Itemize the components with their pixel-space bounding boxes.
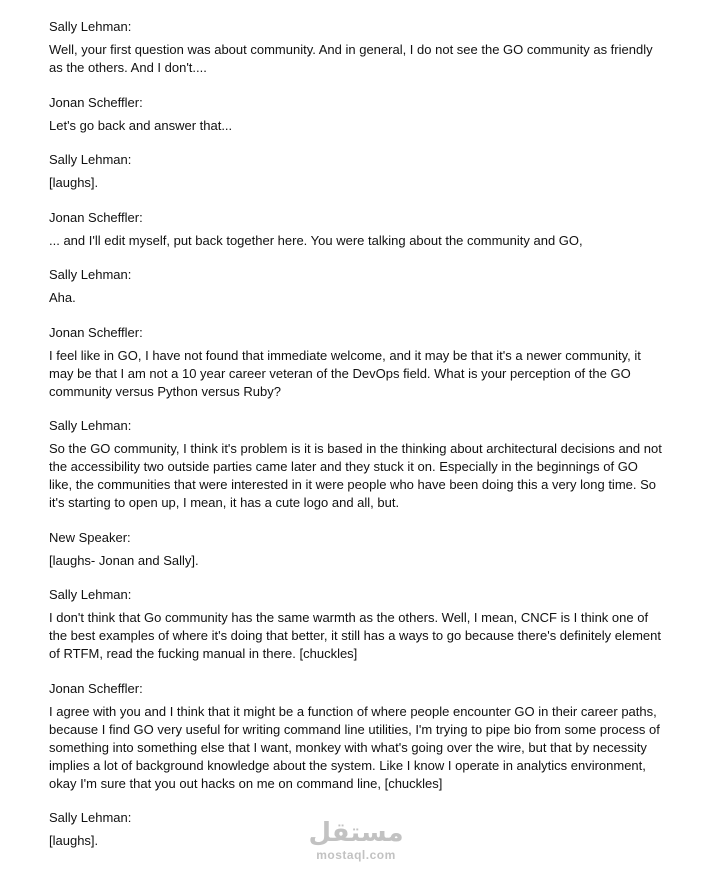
speaker-name: Sally Lehman: [49,19,132,34]
speech-text: Well, your first question was about community. And in general, I do not see the GO community as friendly as the others. And I don't.... [49,42,653,75]
speaker-name: Jonan Scheffler: [49,209,143,225]
speaker-name: New Speaker: [49,529,131,545]
speech-text: Aha. [49,290,76,305]
transcript-entry [49,417,664,512]
speaker-name: Sally Lehman: [49,152,132,167]
speech-text: I don't think that Go community has the same warmth as the others. Well, I mean, CNCF is I think one of the best examples of where it's doing that better, it still has a ways to go because there's definitely element of RTFM, read the fucking manual in there. [chuckles] [49,610,661,661]
transcript-entry [49,94,664,135]
speech-text: I feel like in GO, I have not found that immediate welcome, and it may be that it's a newer community, it may be that I am not a 10 year career veteran of the DevOps field. What is your perception of the GO community versus Python versus Ruby? [49,347,641,399]
speaker-name: Sally Lehman: [49,810,132,825]
speaker-name: Sally Lehman: [49,587,132,602]
transcript-entry [49,529,664,570]
speech-text: ... and I'll edit myself, put back together here. You were talking about the community and GO, [49,232,583,248]
transcript-entry [49,586,664,663]
speaker-name: Jonan Scheffler: [49,680,143,696]
mostaql-watermark [300,818,412,864]
watermark-logo: مستقل [308,818,404,848]
transcript-entry [49,18,664,77]
speaker-name: Sally Lehman: [49,418,132,433]
speech-text: [laughs]. [49,833,99,848]
transcript-document [49,18,664,867]
speaker-name: Jonan Scheffler: [49,94,143,110]
transcript-entry [49,324,664,401]
speaker-name: Sally Lehman: [49,267,132,282]
transcript-entry [49,209,664,250]
speech-text: Let's go back and answer that... [49,117,233,133]
transcript-entry [49,680,664,793]
speech-text: [laughs]. [49,175,99,190]
speech-text: I agree with you and I think that it might be a function of where people encounter GO in their career paths, because I find GO very useful for writing command line utilities, I'm trying to pipe bio from some process of something into something else that I want, monkey with what's going over the wire, but that by necessity implies a lot of background knowledge about the system. Like I know I operate in analytics environment, okay I'm sure that you out hacks on me on command line, [chuckles] [49,703,660,791]
watermark-domain: mostaql.com [316,848,396,862]
speaker-name: Jonan Scheffler: [49,324,143,340]
speech-text: So the GO community, I think it's problem is it is based in the thinking about architectural decisions and not the accessibility two outside parties came later and they stuck it on. Especially in the beginnings of GO like, the communities that were interested in it were people who have been doing this a very long time. So it's starting to open up, I mean, it has a cute logo and all, but. [49,441,662,510]
transcript-entry [49,266,664,307]
transcript-entry [49,151,664,192]
speech-text: [laughs- Jonan and Sally]. [49,552,199,568]
